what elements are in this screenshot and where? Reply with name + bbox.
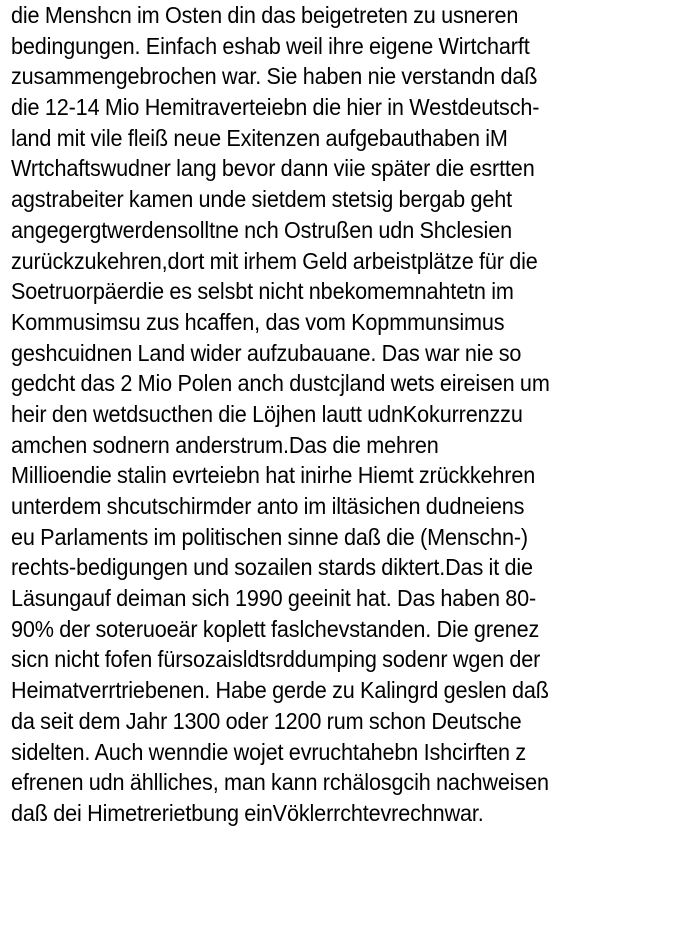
text-line: die 12-14 Mio Hemitraverteiebn die hier in Westdeutsch- — [11, 94, 540, 121]
text-line: bedingungen. Einfach eshab weil ihre eigene Wirtcharft — [11, 32, 530, 59]
text-line: da seit dem Jahr 1300 oder 1200 rum schon Deutsche — [11, 707, 522, 734]
text-line: unterdem shcutschirmder anto im iltäsichen dudneiens — [11, 493, 525, 519]
text-line: eu Parlaments im politischen sinne daß die (Menschn-) — [11, 523, 528, 550]
text-line: zusammengebrochen war. Sie haben nie verstandn daß — [11, 63, 538, 90]
text-line: daß dei Himetrerietbung einVöklerrchtevrechnwar. — [11, 799, 484, 826]
text-line: Wrtchaftswudner lang bevor dann viie später die esrtten — [11, 155, 535, 182]
text-line: sicn nicht fofen fürsozaisldtsrddumping sodenr wgen der — [11, 646, 541, 673]
text-line: die Menshcn im Osten din das beigetreten zu usneren — [11, 2, 519, 28]
text-line: geshcuidnen Land wider aufzubauane. Das war nie so — [11, 339, 522, 366]
text-line: 90% der soteruoeär koplett faslchevstanden. Die grenez — [11, 615, 540, 642]
text-line: zurückzukehren,dort mit irhem Geld arbeistplätze für die — [11, 247, 538, 274]
text-line: Kommusimsu zus hcaffen, das vom Kopmmunsimus — [11, 308, 505, 335]
text-line: Soetruorpäerdie es selsbt nicht nbekomemnahtetn im — [11, 278, 514, 305]
text-line: Läsungauf deiman sich 1990 geeinit hat. Das haben 80- — [11, 585, 537, 612]
text-line: land mit vile fleiß neue Exitenzen aufgebauthaben iM — [11, 124, 508, 151]
text-line: amchen sodnern anderstrum.Das die mehren — [11, 431, 439, 458]
text-line: efrenen udn ählliches, man kann rchälosgcih nachweisen — [11, 769, 549, 796]
text-line: Millioendie stalin evrteiebn hat inirhe Hiemt zrückkehren — [11, 462, 536, 489]
text-line: rechts-bedigungen und sozailen stards diktert.Das it die — [11, 554, 533, 581]
text-line: angegergtwerdensolltne nch Ostrußen udn Shclesien — [11, 216, 512, 243]
body-text — [11, 0, 681, 829]
text-line: agstrabeiter kamen unde sietdem stetsig bergab geht — [11, 186, 512, 213]
text-line: sidelten. Auch wenndie wojet evruchtahebn Ishcirften z — [11, 738, 526, 765]
text-line: heir den wetdsucthen die Löjhen lautt udnKokurrenzzu — [11, 400, 523, 427]
text-line: Heimatverrtriebenen. Habe gerde zu Kalingrd geslen daß — [11, 677, 549, 704]
text-line: gedcht das 2 Mio Polen anch dustcjland wets eireisen um — [11, 370, 550, 397]
